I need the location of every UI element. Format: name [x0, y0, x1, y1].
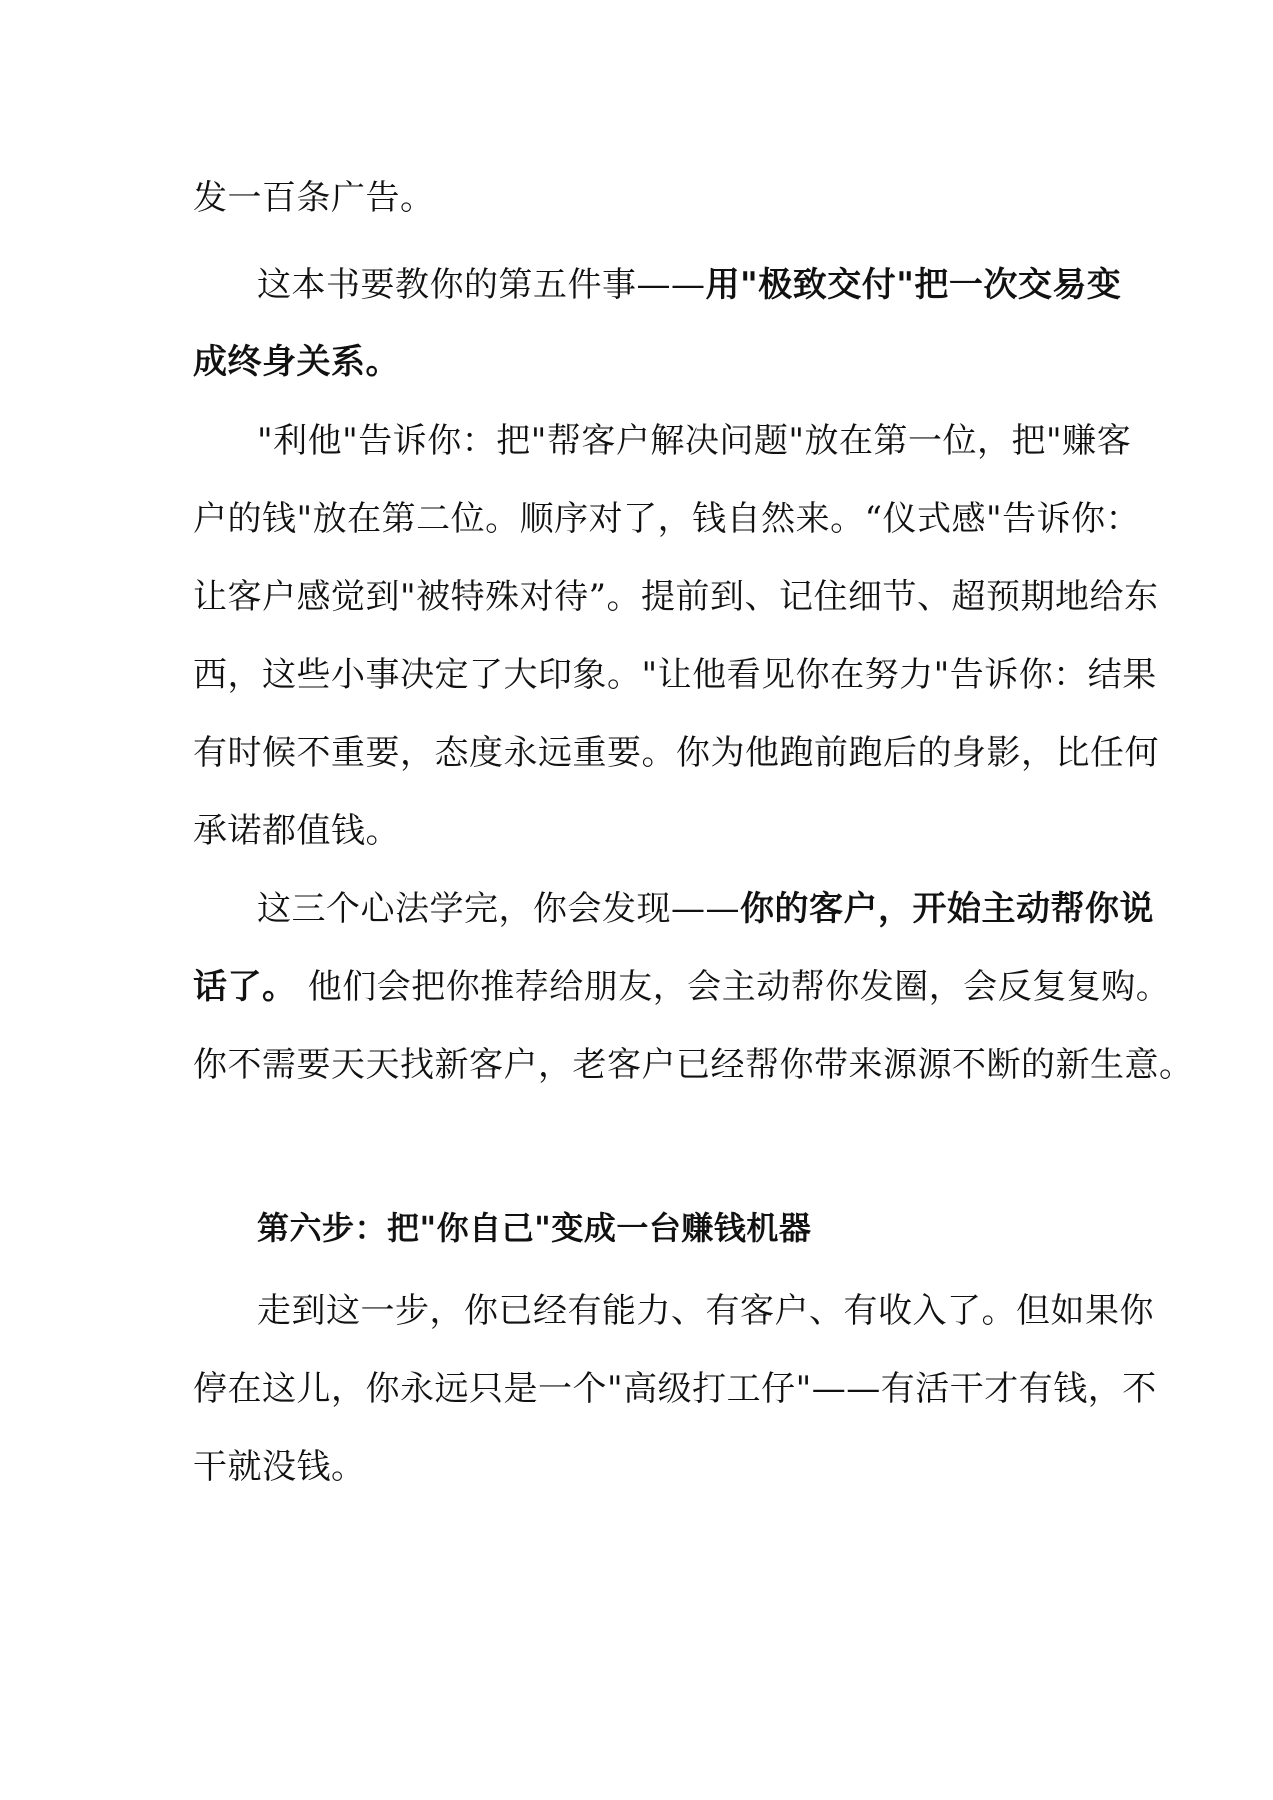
- paragraph-2-line-2: 成终身关系。: [193, 342, 400, 382]
- paragraph-2-line-1-text: 这本书要教你的第五件事——: [257, 265, 706, 305]
- paragraph-4-line-3: 你不需要天天找新客户，老客户已经帮你带来源源不断的新生意。: [193, 1045, 1194, 1085]
- paragraph-2-line-1-emphasis: 用"极致交付"把一次交易变: [705, 265, 1122, 305]
- paragraph-4-line-2-emphasis: 话了。: [193, 967, 297, 1007]
- paragraph-1-line-1: 发一百条广告。: [193, 178, 435, 218]
- paragraph-5-line-2: 停在这儿，你永远只是一个"高级打工仔"——有活干才有钱，不: [193, 1369, 1157, 1409]
- paragraph-4-line-1-text: 这三个心法学完，你会发现——: [257, 889, 740, 929]
- paragraph-4-line-1-emphasis: 你的客户，开始主动帮你说: [740, 889, 1154, 929]
- paragraph-4-line-2-text: 他们会把你推荐给朋友，会主动帮你发圈，会反复复购。: [296, 967, 1171, 1007]
- paragraph-4-line-1: [257, 889, 1157, 930]
- paragraph-5-line-1: 走到这一步，你已经有能力、有客户、有收入了。但如果你: [257, 1291, 1154, 1331]
- paragraph-3-line-6: 承诺都值钱。: [193, 811, 400, 851]
- paragraph-3-line-4: 西，这些小事决定了大印象。"让他看见你在努力"告诉你：结果: [193, 655, 1157, 695]
- paragraph-3-line-5: 有时候不重要，态度永远重要。你为他跑前跑后的身影，比任何: [193, 733, 1159, 773]
- section-heading: 第六步：把"你自己"变成一台赚钱机器: [257, 1209, 812, 1247]
- paragraph-2-line-1: [257, 265, 1157, 306]
- paragraph-3-line-2: 户的钱"放在第二位。顺序对了，钱自然来。“仪式感"告诉你：: [193, 499, 1141, 539]
- paragraph-3-line-1: "利他"告诉你：把"帮客户解决问题"放在第一位，把"赚客: [257, 421, 1132, 461]
- paragraph-5-line-3: 干就没钱。: [193, 1447, 366, 1487]
- paragraph-4-line-2: [193, 967, 1171, 1008]
- paragraph-3-line-3: 让客户感觉到"被特殊对待”。提前到、记住细节、超预期地给东: [193, 577, 1159, 617]
